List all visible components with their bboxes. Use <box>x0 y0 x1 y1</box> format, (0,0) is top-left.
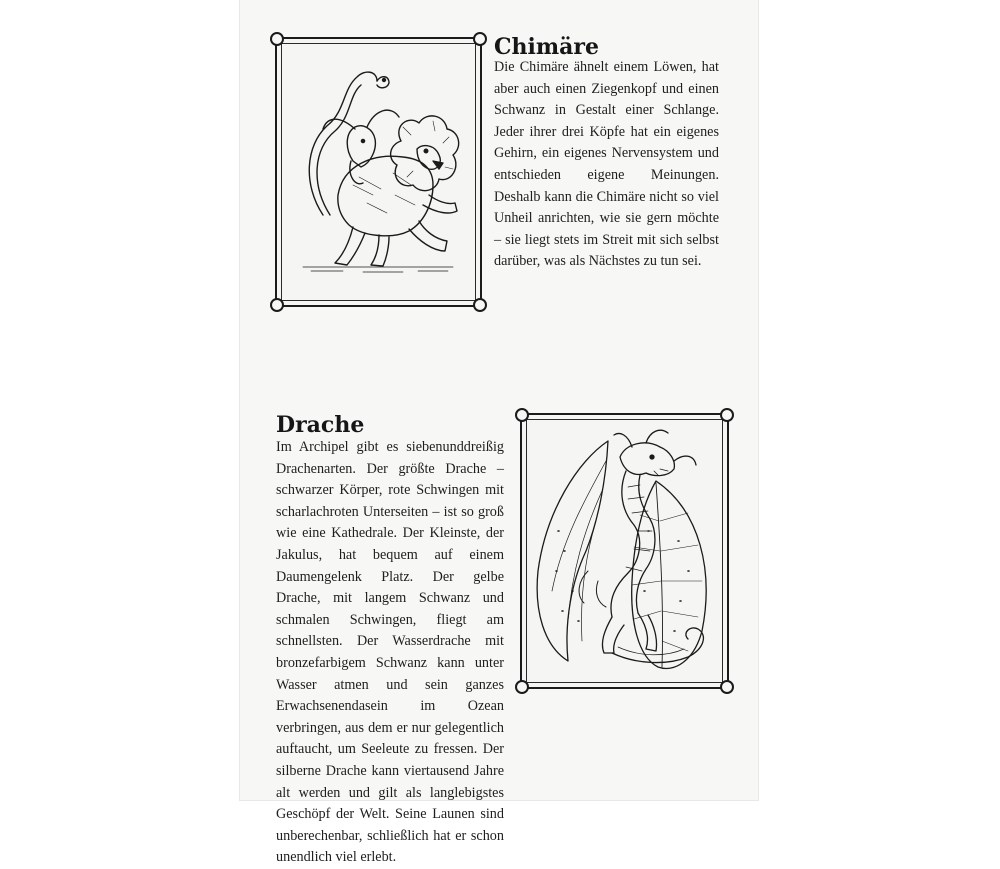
drache-title: Drache <box>276 412 365 438</box>
frame-corner-ornament <box>515 408 529 422</box>
book-page <box>240 0 758 866</box>
frame-corner-ornament <box>720 680 734 694</box>
frame-corner-ornament <box>270 298 284 312</box>
frame-corner-ornament <box>720 408 734 422</box>
chimera-illustration <box>283 45 470 295</box>
dragon-illustration-frame <box>520 413 729 689</box>
chimaere-description: Die Chimäre ähnelt einem Löwen, hat aber auch einen Ziegenkopf und einen Schwanz in Gestalt einer Schlange. Jeder ihrer drei Köpfe hat ein eigenes Gehirn, ein eigenes Nervensystem und entschieden eigene Meinungen. Deshalb kann die Chimäre nicht so viel Unheil anrichten, wie sie gern möchte – sie liegt stets im Streit mit sich selbst darüber, was als Nächstes zu tun sei. <box>494 59 719 270</box>
dragon-illustration <box>528 421 717 677</box>
frame-corner-ornament <box>270 32 284 46</box>
chimaere-title: Chimäre <box>494 34 599 60</box>
frame-corner-ornament <box>473 298 487 312</box>
chimera-illustration-frame <box>275 37 482 307</box>
frame-corner-ornament <box>473 32 487 46</box>
frame-corner-ornament <box>515 680 529 694</box>
drache-description: Im Archipel gibt es siebenunddreißig Drachenarten. Der größte Drache – schwarzer Körper, rote Schwingen mit scharlachroten Unterseiten – ist so groß wie eine Kathedrale. Der Kleinste, der Jakulus, hat bequem auf einem Daumengelenk Platz. Der gelbe Drache, mit langem Schwanz und schmalen Schwingen, fliegt am schnellsten. Der Wasserdrache mit bronzefarbigem Schwanz kann unter Wasser atmen und sein ganzes Erwachsenendasein im Ozean verbringen, aus dem er nur gelegentlich auftaucht, um Seeleute zu fressen. Der silberne Drache kann viertausend Jahre alt werden und gilt als langlebigstes Geschöpf der Welt. Seine Launen sind unberechenbar, schließlich hat er schon unendlich viel erlebt. <box>276 439 504 866</box>
